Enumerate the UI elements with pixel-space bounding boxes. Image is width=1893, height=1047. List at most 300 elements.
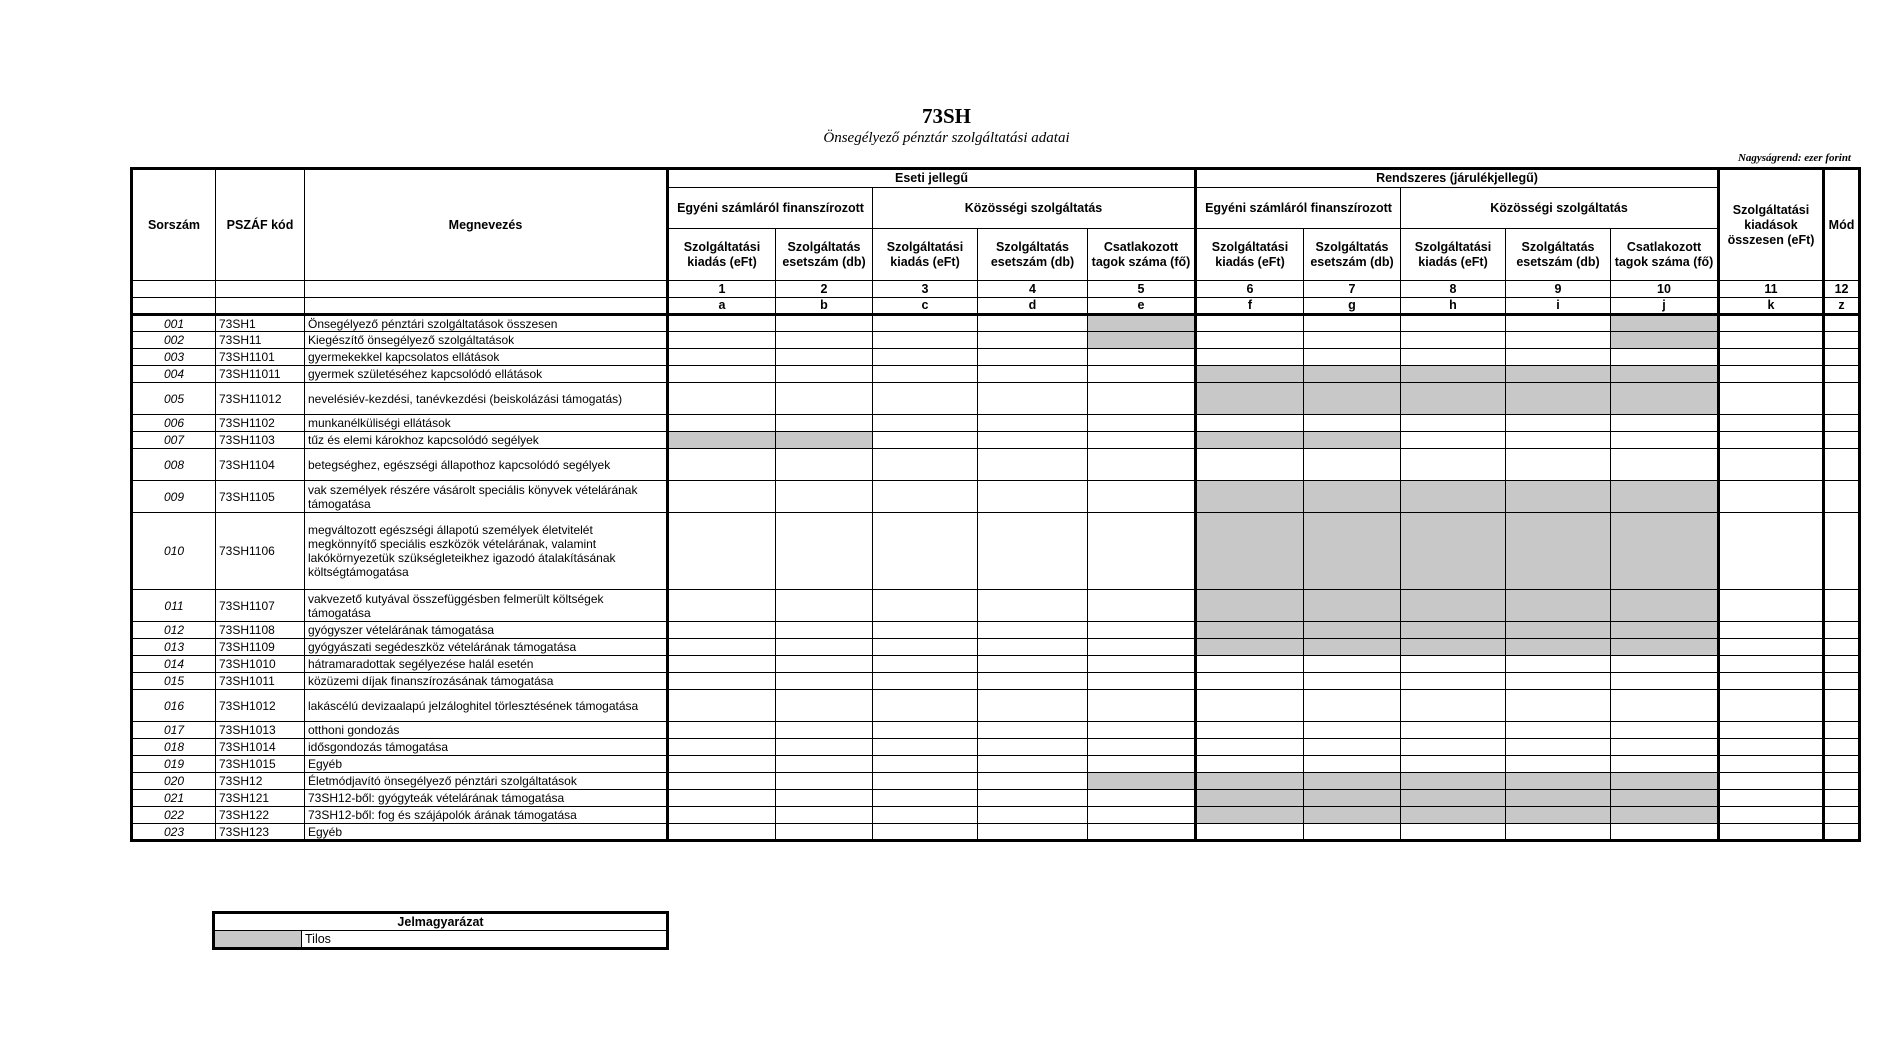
input-cell[interactable] bbox=[668, 415, 776, 432]
forbidden-cell bbox=[1196, 622, 1304, 639]
input-cell[interactable] bbox=[668, 824, 776, 841]
table-row bbox=[132, 656, 1860, 673]
header-col-9: Szolgáltatás esetszám (db) bbox=[1506, 229, 1611, 281]
input-cell[interactable] bbox=[1824, 673, 1860, 690]
row-pszaf-code: 73SH1102 bbox=[216, 415, 305, 432]
input-cell[interactable] bbox=[1719, 690, 1824, 722]
input-cell[interactable] bbox=[873, 513, 978, 590]
input-cell[interactable] bbox=[1506, 722, 1611, 739]
input-cell[interactable] bbox=[1401, 673, 1506, 690]
input-cell[interactable] bbox=[1824, 639, 1860, 656]
input-cell[interactable] bbox=[1719, 639, 1824, 656]
input-cell[interactable] bbox=[668, 383, 776, 415]
input-cell[interactable] bbox=[776, 773, 873, 790]
input-cell[interactable] bbox=[1719, 622, 1824, 639]
input-cell[interactable] bbox=[978, 739, 1088, 756]
row-number: 004 bbox=[132, 366, 216, 383]
input-cell[interactable] bbox=[978, 449, 1088, 481]
input-cell[interactable] bbox=[873, 590, 978, 622]
input-cell[interactable] bbox=[668, 481, 776, 513]
input-cell[interactable] bbox=[1506, 432, 1611, 449]
table-row bbox=[132, 756, 1860, 773]
input-cell[interactable] bbox=[668, 790, 776, 807]
input-cell[interactable] bbox=[1304, 415, 1401, 432]
input-cell[interactable] bbox=[1719, 449, 1824, 481]
input-cell[interactable] bbox=[1611, 722, 1719, 739]
input-cell[interactable] bbox=[873, 449, 978, 481]
input-cell[interactable] bbox=[873, 622, 978, 639]
header-sorszam: Sorszám bbox=[132, 169, 216, 281]
row-pszaf-code: 73SH123 bbox=[216, 824, 305, 841]
forbidden-cell bbox=[1196, 481, 1304, 513]
input-cell[interactable] bbox=[873, 739, 978, 756]
input-cell[interactable] bbox=[1196, 673, 1304, 690]
input-cell[interactable] bbox=[873, 673, 978, 690]
input-cell[interactable] bbox=[1719, 739, 1824, 756]
input-cell[interactable] bbox=[1824, 449, 1860, 481]
table-row bbox=[132, 590, 1860, 622]
letter-row-8: h bbox=[1401, 298, 1506, 315]
input-cell[interactable] bbox=[1401, 332, 1506, 349]
input-cell[interactable] bbox=[978, 639, 1088, 656]
input-cell[interactable] bbox=[668, 366, 776, 383]
input-cell[interactable] bbox=[1088, 756, 1196, 773]
table-row bbox=[132, 639, 1860, 656]
input-cell[interactable] bbox=[1611, 690, 1719, 722]
forbidden-cell bbox=[1196, 639, 1304, 656]
input-cell[interactable] bbox=[873, 756, 978, 773]
input-cell[interactable] bbox=[1196, 315, 1304, 332]
form-code-title: 73SH bbox=[921, 104, 971, 128]
input-cell[interactable] bbox=[873, 415, 978, 432]
input-cell[interactable] bbox=[776, 481, 873, 513]
forbidden-cell bbox=[1506, 590, 1611, 622]
input-cell[interactable] bbox=[873, 349, 978, 366]
forbidden-cell bbox=[1196, 383, 1304, 415]
input-cell[interactable] bbox=[873, 366, 978, 383]
input-cell[interactable] bbox=[1196, 449, 1304, 481]
input-cell[interactable] bbox=[776, 622, 873, 639]
forbidden-cell bbox=[1611, 513, 1719, 590]
input-cell[interactable] bbox=[1824, 415, 1860, 432]
input-cell[interactable] bbox=[1088, 656, 1196, 673]
input-cell[interactable] bbox=[1719, 481, 1824, 513]
input-cell[interactable] bbox=[1196, 739, 1304, 756]
input-cell[interactable] bbox=[1088, 824, 1196, 841]
unit-note: Nagyságrend: ezer forint bbox=[1737, 152, 1851, 164]
input-cell[interactable] bbox=[873, 315, 978, 332]
input-cell[interactable] bbox=[1304, 315, 1401, 332]
input-cell[interactable] bbox=[1401, 432, 1506, 449]
input-cell[interactable] bbox=[776, 449, 873, 481]
row-pszaf-code: 73SH1011 bbox=[216, 673, 305, 690]
input-cell[interactable] bbox=[1196, 349, 1304, 366]
row-pszaf-code: 73SH1105 bbox=[216, 481, 305, 513]
input-cell[interactable] bbox=[1824, 824, 1860, 841]
input-cell[interactable] bbox=[1824, 756, 1860, 773]
input-cell[interactable] bbox=[776, 807, 873, 824]
input-cell[interactable] bbox=[776, 722, 873, 739]
input-cell[interactable] bbox=[1304, 690, 1401, 722]
input-cell[interactable] bbox=[1824, 590, 1860, 622]
letter-row-6: f bbox=[1196, 298, 1304, 315]
input-cell[interactable] bbox=[776, 590, 873, 622]
input-cell[interactable] bbox=[1088, 807, 1196, 824]
row-pszaf-code: 73SH1107 bbox=[216, 590, 305, 622]
input-cell[interactable] bbox=[1088, 622, 1196, 639]
input-cell[interactable] bbox=[1196, 756, 1304, 773]
input-cell[interactable] bbox=[776, 332, 873, 349]
input-cell[interactable] bbox=[1719, 656, 1824, 673]
input-cell[interactable] bbox=[1824, 656, 1860, 673]
row-pszaf-code: 73SH1 bbox=[216, 315, 305, 332]
num-row-4: 4 bbox=[978, 281, 1088, 298]
input-cell[interactable] bbox=[1506, 449, 1611, 481]
header-col-10: Csatlakozott tagok száma (fő) bbox=[1611, 229, 1719, 281]
input-cell[interactable] bbox=[1401, 415, 1506, 432]
input-cell[interactable] bbox=[1088, 513, 1196, 590]
input-cell[interactable] bbox=[1088, 790, 1196, 807]
input-cell[interactable] bbox=[1719, 332, 1824, 349]
legend-label-tilos: Tilos bbox=[302, 931, 668, 949]
input-cell[interactable] bbox=[1719, 349, 1824, 366]
input-cell[interactable] bbox=[1506, 739, 1611, 756]
input-cell[interactable] bbox=[1088, 639, 1196, 656]
input-cell[interactable] bbox=[1824, 807, 1860, 824]
num-row-7: 7 bbox=[1304, 281, 1401, 298]
input-cell[interactable] bbox=[776, 415, 873, 432]
input-cell[interactable] bbox=[1088, 383, 1196, 415]
column-number-row bbox=[132, 281, 1860, 298]
input-cell[interactable] bbox=[1719, 824, 1824, 841]
input-cell[interactable] bbox=[1304, 332, 1401, 349]
forbidden-cell bbox=[1304, 639, 1401, 656]
table-row bbox=[132, 366, 1860, 383]
input-cell[interactable] bbox=[1824, 315, 1860, 332]
input-cell[interactable] bbox=[1088, 722, 1196, 739]
forbidden-cell bbox=[1611, 481, 1719, 513]
input-cell[interactable] bbox=[1401, 349, 1506, 366]
input-cell[interactable] bbox=[668, 332, 776, 349]
row-pszaf-code: 73SH1010 bbox=[216, 656, 305, 673]
input-cell[interactable] bbox=[978, 432, 1088, 449]
input-cell[interactable] bbox=[1611, 432, 1719, 449]
input-cell[interactable] bbox=[668, 673, 776, 690]
input-cell[interactable] bbox=[1196, 332, 1304, 349]
input-cell[interactable] bbox=[1401, 722, 1506, 739]
input-cell[interactable] bbox=[1719, 513, 1824, 590]
input-cell[interactable] bbox=[1401, 656, 1506, 673]
input-cell[interactable] bbox=[668, 739, 776, 756]
input-cell[interactable] bbox=[1824, 366, 1860, 383]
input-cell[interactable] bbox=[978, 590, 1088, 622]
input-cell[interactable] bbox=[776, 366, 873, 383]
input-cell[interactable] bbox=[1719, 415, 1824, 432]
table-row bbox=[132, 315, 1860, 332]
input-cell[interactable] bbox=[1506, 415, 1611, 432]
input-cell[interactable] bbox=[978, 673, 1088, 690]
input-cell[interactable] bbox=[978, 315, 1088, 332]
row-pszaf-code: 73SH1013 bbox=[216, 722, 305, 739]
input-cell[interactable] bbox=[1824, 383, 1860, 415]
input-cell[interactable] bbox=[978, 332, 1088, 349]
input-cell[interactable] bbox=[978, 807, 1088, 824]
input-cell[interactable] bbox=[1088, 481, 1196, 513]
letter-row-1: a bbox=[668, 298, 776, 315]
input-cell[interactable] bbox=[668, 773, 776, 790]
input-cell[interactable] bbox=[776, 315, 873, 332]
input-cell[interactable] bbox=[1088, 415, 1196, 432]
input-cell[interactable] bbox=[1506, 756, 1611, 773]
input-cell[interactable] bbox=[1824, 332, 1860, 349]
input-cell[interactable] bbox=[978, 773, 1088, 790]
input-cell[interactable] bbox=[978, 756, 1088, 773]
input-cell[interactable] bbox=[1824, 349, 1860, 366]
input-cell[interactable] bbox=[668, 349, 776, 366]
input-cell[interactable] bbox=[1088, 432, 1196, 449]
forbidden-cell bbox=[1401, 513, 1506, 590]
input-cell[interactable] bbox=[1506, 673, 1611, 690]
input-cell[interactable] bbox=[1196, 690, 1304, 722]
input-cell[interactable] bbox=[873, 656, 978, 673]
input-cell[interactable] bbox=[1719, 590, 1824, 622]
table-row bbox=[132, 622, 1860, 639]
input-cell[interactable] bbox=[668, 513, 776, 590]
input-cell[interactable] bbox=[668, 449, 776, 481]
input-cell[interactable] bbox=[1611, 739, 1719, 756]
row-pszaf-code: 73SH11 bbox=[216, 332, 305, 349]
input-cell[interactable] bbox=[978, 481, 1088, 513]
input-cell[interactable] bbox=[1304, 449, 1401, 481]
row-description: gyógyszer vételárának támogatása bbox=[305, 622, 668, 639]
input-cell[interactable] bbox=[1719, 383, 1824, 415]
input-cell[interactable] bbox=[1304, 656, 1401, 673]
input-cell[interactable] bbox=[873, 824, 978, 841]
input-cell[interactable] bbox=[1401, 739, 1506, 756]
input-cell[interactable] bbox=[978, 622, 1088, 639]
input-cell[interactable] bbox=[1196, 656, 1304, 673]
forbidden-cell bbox=[1196, 790, 1304, 807]
input-cell[interactable] bbox=[776, 513, 873, 590]
input-cell[interactable] bbox=[978, 349, 1088, 366]
row-description: otthoni gondozás bbox=[305, 722, 668, 739]
input-cell[interactable] bbox=[1506, 824, 1611, 841]
input-cell[interactable] bbox=[1304, 722, 1401, 739]
forbidden-cell bbox=[1196, 432, 1304, 449]
input-cell[interactable] bbox=[1719, 756, 1824, 773]
input-cell[interactable] bbox=[978, 513, 1088, 590]
input-cell[interactable] bbox=[1719, 432, 1824, 449]
header-eseti-egyeni: Egyéni számláról finanszírozott bbox=[668, 188, 873, 229]
row-description: 73SH12-ből: gyógyteák vételárának támogatása bbox=[305, 790, 668, 807]
input-cell[interactable] bbox=[978, 790, 1088, 807]
input-cell[interactable] bbox=[1304, 824, 1401, 841]
input-cell[interactable] bbox=[1304, 739, 1401, 756]
input-cell[interactable] bbox=[1506, 332, 1611, 349]
input-cell[interactable] bbox=[776, 349, 873, 366]
input-cell[interactable] bbox=[873, 722, 978, 739]
header-col-5: Csatlakozott tagok száma (fő) bbox=[1088, 229, 1196, 281]
input-cell[interactable] bbox=[978, 383, 1088, 415]
row-description: Egyéb bbox=[305, 756, 668, 773]
input-cell[interactable] bbox=[668, 656, 776, 673]
input-cell[interactable] bbox=[668, 690, 776, 722]
table-body bbox=[132, 315, 1860, 841]
input-cell[interactable] bbox=[1719, 673, 1824, 690]
input-cell[interactable] bbox=[668, 722, 776, 739]
input-cell[interactable] bbox=[1611, 824, 1719, 841]
input-cell[interactable] bbox=[668, 590, 776, 622]
input-cell[interactable] bbox=[1611, 756, 1719, 773]
table-row bbox=[132, 432, 1860, 449]
num-row-8: 8 bbox=[1401, 281, 1506, 298]
input-cell[interactable] bbox=[1401, 690, 1506, 722]
row-number: 010 bbox=[132, 513, 216, 590]
input-cell[interactable] bbox=[873, 332, 978, 349]
row-description: nevelésiév-kezdési, tanévkezdési (beiskolázási támogatás) bbox=[305, 383, 668, 415]
input-cell[interactable] bbox=[776, 673, 873, 690]
input-cell[interactable] bbox=[1196, 722, 1304, 739]
input-cell[interactable] bbox=[1088, 366, 1196, 383]
letter-row-3: c bbox=[873, 298, 978, 315]
input-cell[interactable] bbox=[1506, 656, 1611, 673]
row-description: Életmódjavító önsegélyező pénztári szolgáltatások bbox=[305, 773, 668, 790]
row-number: 022 bbox=[132, 807, 216, 824]
input-cell[interactable] bbox=[873, 432, 978, 449]
input-cell[interactable] bbox=[978, 415, 1088, 432]
input-cell[interactable] bbox=[776, 656, 873, 673]
input-cell[interactable] bbox=[873, 383, 978, 415]
input-cell[interactable] bbox=[776, 739, 873, 756]
input-cell[interactable] bbox=[1824, 432, 1860, 449]
input-cell[interactable] bbox=[1506, 690, 1611, 722]
row-description: vak személyek részére vásárolt speciális könyvek vételárának támogatása bbox=[305, 481, 668, 513]
input-cell[interactable] bbox=[668, 315, 776, 332]
input-cell[interactable] bbox=[1506, 315, 1611, 332]
input-cell[interactable] bbox=[873, 790, 978, 807]
table-row bbox=[132, 673, 1860, 690]
input-cell[interactable] bbox=[1719, 315, 1824, 332]
input-cell[interactable] bbox=[873, 481, 978, 513]
input-cell[interactable] bbox=[776, 639, 873, 656]
input-cell[interactable] bbox=[978, 824, 1088, 841]
input-cell[interactable] bbox=[1719, 773, 1824, 790]
input-cell[interactable] bbox=[1088, 449, 1196, 481]
forbidden-cell bbox=[1304, 432, 1401, 449]
input-cell[interactable] bbox=[1611, 656, 1719, 673]
input-cell[interactable] bbox=[1611, 415, 1719, 432]
input-cell[interactable] bbox=[1611, 449, 1719, 481]
header-eseti-kozossegi: Közösségi szolgáltatás bbox=[873, 188, 1196, 229]
input-cell[interactable] bbox=[1824, 722, 1860, 739]
input-cell[interactable] bbox=[1611, 673, 1719, 690]
input-cell[interactable] bbox=[873, 807, 978, 824]
forbidden-cell bbox=[1196, 773, 1304, 790]
input-cell[interactable] bbox=[978, 656, 1088, 673]
input-cell[interactable] bbox=[1401, 449, 1506, 481]
forbidden-cell bbox=[1611, 383, 1719, 415]
row-number: 011 bbox=[132, 590, 216, 622]
input-cell[interactable] bbox=[873, 639, 978, 656]
input-cell[interactable] bbox=[776, 690, 873, 722]
row-pszaf-code: 73SH1012 bbox=[216, 690, 305, 722]
table-row bbox=[132, 739, 1860, 756]
input-cell[interactable] bbox=[978, 366, 1088, 383]
input-cell[interactable] bbox=[1401, 824, 1506, 841]
input-cell[interactable] bbox=[776, 383, 873, 415]
input-cell[interactable] bbox=[776, 824, 873, 841]
header-col-4: Szolgáltatás esetszám (db) bbox=[978, 229, 1088, 281]
row-pszaf-code: 73SH11012 bbox=[216, 383, 305, 415]
input-cell[interactable] bbox=[1824, 773, 1860, 790]
input-cell[interactable] bbox=[1824, 622, 1860, 639]
input-cell[interactable] bbox=[668, 622, 776, 639]
input-cell[interactable] bbox=[1196, 415, 1304, 432]
input-cell[interactable] bbox=[873, 773, 978, 790]
input-cell[interactable] bbox=[668, 807, 776, 824]
row-number: 002 bbox=[132, 332, 216, 349]
input-cell[interactable] bbox=[668, 639, 776, 656]
input-cell[interactable] bbox=[668, 756, 776, 773]
input-cell[interactable] bbox=[873, 690, 978, 722]
input-cell[interactable] bbox=[1401, 315, 1506, 332]
row-number: 018 bbox=[132, 739, 216, 756]
input-cell[interactable] bbox=[1196, 824, 1304, 841]
input-cell[interactable] bbox=[1824, 690, 1860, 722]
column-letter-row bbox=[132, 298, 1860, 315]
row-description: gyógyászati segédeszköz vételárának támogatása bbox=[305, 639, 668, 656]
forbidden-cell bbox=[1506, 366, 1611, 383]
forbidden-cell bbox=[1304, 366, 1401, 383]
row-pszaf-code: 73SH121 bbox=[216, 790, 305, 807]
forbidden-cell bbox=[1506, 807, 1611, 824]
input-cell[interactable] bbox=[1088, 349, 1196, 366]
header-col-3: Szolgáltatási kiadás (eFt) bbox=[873, 229, 978, 281]
input-cell[interactable] bbox=[1719, 790, 1824, 807]
header-mod: Mód bbox=[1824, 169, 1860, 281]
input-cell[interactable] bbox=[1088, 590, 1196, 622]
input-cell[interactable] bbox=[1824, 790, 1860, 807]
input-cell[interactable] bbox=[1401, 756, 1506, 773]
input-cell[interactable] bbox=[1824, 481, 1860, 513]
input-cell[interactable] bbox=[1719, 807, 1824, 824]
row-number: 019 bbox=[132, 756, 216, 773]
input-cell[interactable] bbox=[1611, 349, 1719, 366]
letter-row-4: d bbox=[978, 298, 1088, 315]
row-description: 73SH12-ből: fog és szájápolók árának támogatása bbox=[305, 807, 668, 824]
header-rendszeres: Rendszeres (járulékjellegű) bbox=[1196, 169, 1719, 188]
input-cell[interactable] bbox=[1088, 673, 1196, 690]
input-cell[interactable] bbox=[1304, 756, 1401, 773]
input-cell[interactable] bbox=[1506, 349, 1611, 366]
input-cell[interactable] bbox=[978, 690, 1088, 722]
input-cell[interactable] bbox=[1088, 739, 1196, 756]
input-cell[interactable] bbox=[1719, 366, 1824, 383]
forbidden-cell bbox=[1506, 639, 1611, 656]
input-cell[interactable] bbox=[978, 722, 1088, 739]
input-cell[interactable] bbox=[1824, 513, 1860, 590]
input-cell[interactable] bbox=[1304, 349, 1401, 366]
input-cell[interactable] bbox=[1304, 673, 1401, 690]
input-cell[interactable] bbox=[1088, 690, 1196, 722]
input-cell[interactable] bbox=[1719, 722, 1824, 739]
letter-row-11: k bbox=[1719, 298, 1824, 315]
input-cell[interactable] bbox=[776, 790, 873, 807]
forbidden-cell bbox=[1088, 773, 1196, 790]
input-cell[interactable] bbox=[776, 756, 873, 773]
input-cell[interactable] bbox=[1824, 739, 1860, 756]
table-row bbox=[132, 349, 1860, 366]
